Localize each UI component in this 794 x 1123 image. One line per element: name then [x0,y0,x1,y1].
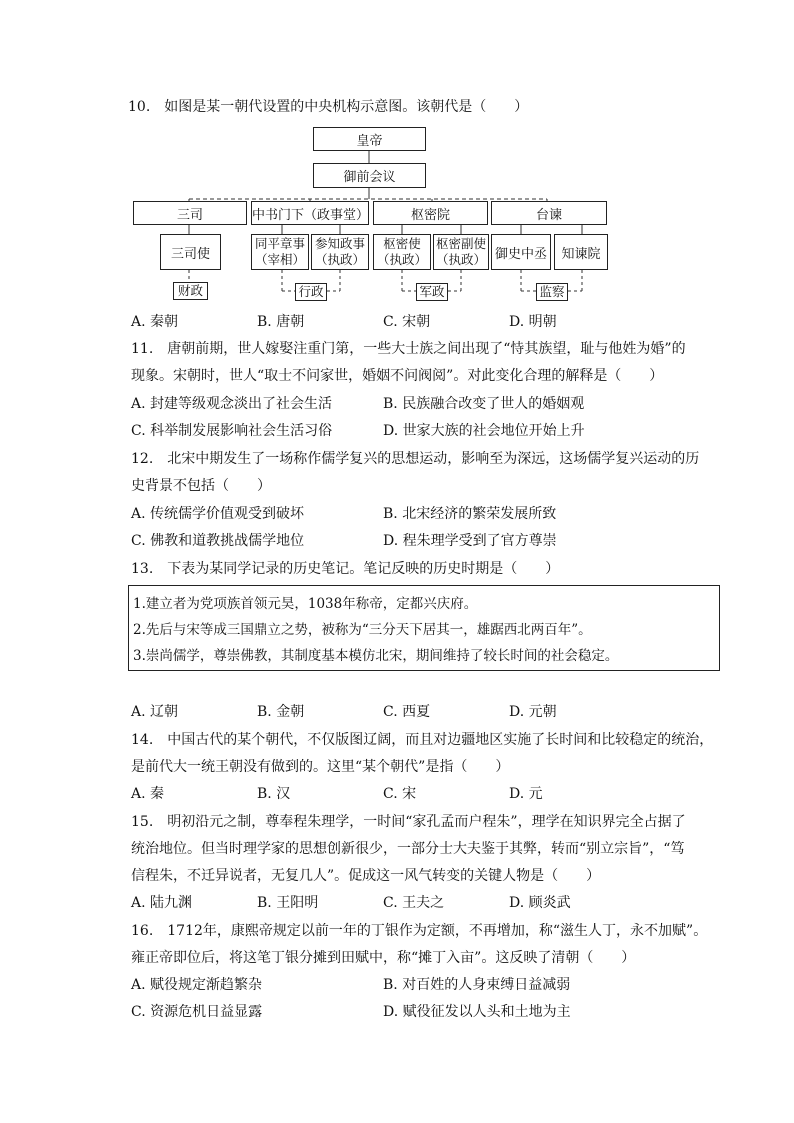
q14-option-b: B. 汉 [257,786,291,802]
diagram-connectors [0,0,794,320]
xingzheng-tag: 行政 [295,283,327,301]
junzheng-tag: 军政 [416,283,448,301]
question-13-stem: 13. 下表为某同学记录的历史笔记。笔记反映的历史时期是（ ） [131,561,560,577]
question-14-line-2: 是前代大一统王朝没有做到的。这里“某个朝代”是指（ ） [131,759,510,775]
q10-option-c: C. 宋朝 [383,314,431,330]
shumi-fushi-title: 枢密副使 [435,236,486,251]
q13-option-a: A. 辽朝 [131,704,179,720]
q15-option-a: A. 陆九渊 [131,895,193,911]
q13-option-d: D. 元朝 [509,704,557,720]
q13-option-b: B. 金朝 [257,704,305,720]
q16-option-c: C. 资源危机日益显露 [131,1004,263,1020]
imperial-council-box: 御前会议 [313,163,426,188]
jiancha-tag: 监察 [536,283,568,301]
shumi-fushi-role: （执政） [435,252,486,267]
history-note-2: 2.先后与宋等成三国鼎立之势，被称为“三分天下居其一，雄踞西北两百年”。 [133,622,592,638]
tongping-role: （宰相） [254,252,305,267]
question-15-line-2: 统治地位。但当时理学家的思想创新很少，一部分士大夫鉴于其弊，转而“别立宗旨”，“笃 [131,841,685,857]
q16-option-b: B. 对百姓的人身束缚日益减弱 [383,977,571,993]
shumi-fushi-box [433,234,489,270]
canzhi-role: （执政） [314,252,365,267]
shumishi-title: 枢密使 [383,236,421,251]
q15-option-c: C. 王夫之 [383,895,445,911]
emperor-box: 皇帝 [313,127,426,151]
question-16-line-1: 16. 1712年，康熙帝规定以前一年的丁银作为定额，不再增加，称“滋生人丁，永不加赋”。 [131,923,708,939]
caizheng-tag: 财政 [173,282,208,300]
history-notes-box [128,585,720,671]
question-12-line-2: 史背景不包括（ ） [131,478,271,494]
q14-option-d: D. 元 [509,786,543,802]
question-11-line-1: 11. 唐朝前期，世人嫁娶注重门第，一些大士族之间出现了“恃其族望，耻与他姓为婚”的 [131,341,686,357]
q11-option-c: C. 科举制发展影响社会生活习俗 [131,423,333,439]
shumishi-box [373,234,431,270]
zhijianyuan-box: 知谏院 [554,234,608,270]
q14-option-a: A. 秦 [131,786,165,802]
question-14-line-1: 14. 中国古代的某个朝代，不仅版图辽阔，而且对边疆地区实施了长时间和比较稳定的统治， [131,732,714,748]
sansishi-box: 三司使 [160,234,221,270]
q10-option-b: B. 唐朝 [257,314,305,330]
yushi-zhongcheng-box: 御史中丞 [491,234,551,270]
history-note-1: 1.建立者为党项族首领元昊，1038年称帝，定都兴庆府。 [133,596,478,612]
tongping-zhangshi-box [251,234,309,270]
q16-option-d: D. 赋役征发以人头和土地为主 [383,1004,571,1020]
question-10-stem: 10. 如图是某一朝代设置的中央机构示意图。该朝代是（ ） [128,99,529,115]
canzhi-zhengshi-box [311,234,369,270]
question-15-line-3: 信程朱，不迁异说者，无复几人”。促成这一风气转变的关键人物是（ ） [131,868,601,884]
q16-option-a: A. 赋役规定渐趋繁杂 [131,977,263,993]
q12-option-a: A. 传统儒学价值观受到破坏 [131,506,305,522]
zhongshu-menxia-box: 中书门下（政事堂） [251,201,369,225]
q15-option-b: B. 王阳明 [257,895,319,911]
question-11-line-2: 现象。宋朝时，世人“取士不问家世，婚姻不问阀阅”。对此变化合理的解释是（ ） [131,368,664,384]
q15-option-d: D. 顾炎武 [509,895,571,911]
q13-option-c: C. 西夏 [383,704,431,720]
shumiyuan-box: 枢密院 [373,201,488,225]
question-15-line-1: 15. 明初沿元之制，尊奉程朱理学，一时间“家孔孟而户程朱”，理学在知识界完全占据了 [131,814,686,830]
history-note-3: 3.崇尚儒学，尊崇佛教，其制度基本模仿北宋，期间维持了较长时间的社会稳定。 [133,648,619,664]
taijian-box: 台谏 [491,201,607,225]
q14-option-c: C. 宋 [383,786,417,802]
question-12-line-1: 12. 北宋中期发生了一场称作儒学复兴的思想运动，影响至为深远，这场儒学复兴运动的历 [131,451,700,467]
q12-option-d: D. 程朱理学受到了官方尊崇 [383,533,557,549]
q10-option-d: D. 明朝 [509,314,557,330]
q10-option-a: A. 秦朝 [131,314,179,330]
q11-option-a: A. 封建等级观念淡出了社会生活 [131,396,333,412]
question-16-line-2: 雍正帝即位后，将这笔丁银分摊到田赋中，称“摊丁入亩”。这反映了清朝（ ） [131,950,636,966]
q12-option-c: C. 佛教和道教挑战儒学地位 [131,533,305,549]
sansi-box: 三司 [133,201,247,225]
tongping-title: 同平章事 [254,236,305,251]
q11-option-b: B. 民族融合改变了世人的婚姻观 [383,396,585,412]
shumishi-role: （执政） [376,252,427,267]
canzhi-title: 参知政事 [314,236,365,251]
q12-option-b: B. 北宋经济的繁荣发展所致 [383,506,557,522]
q11-option-d: D. 世家大族的社会地位开始上升 [383,423,585,439]
